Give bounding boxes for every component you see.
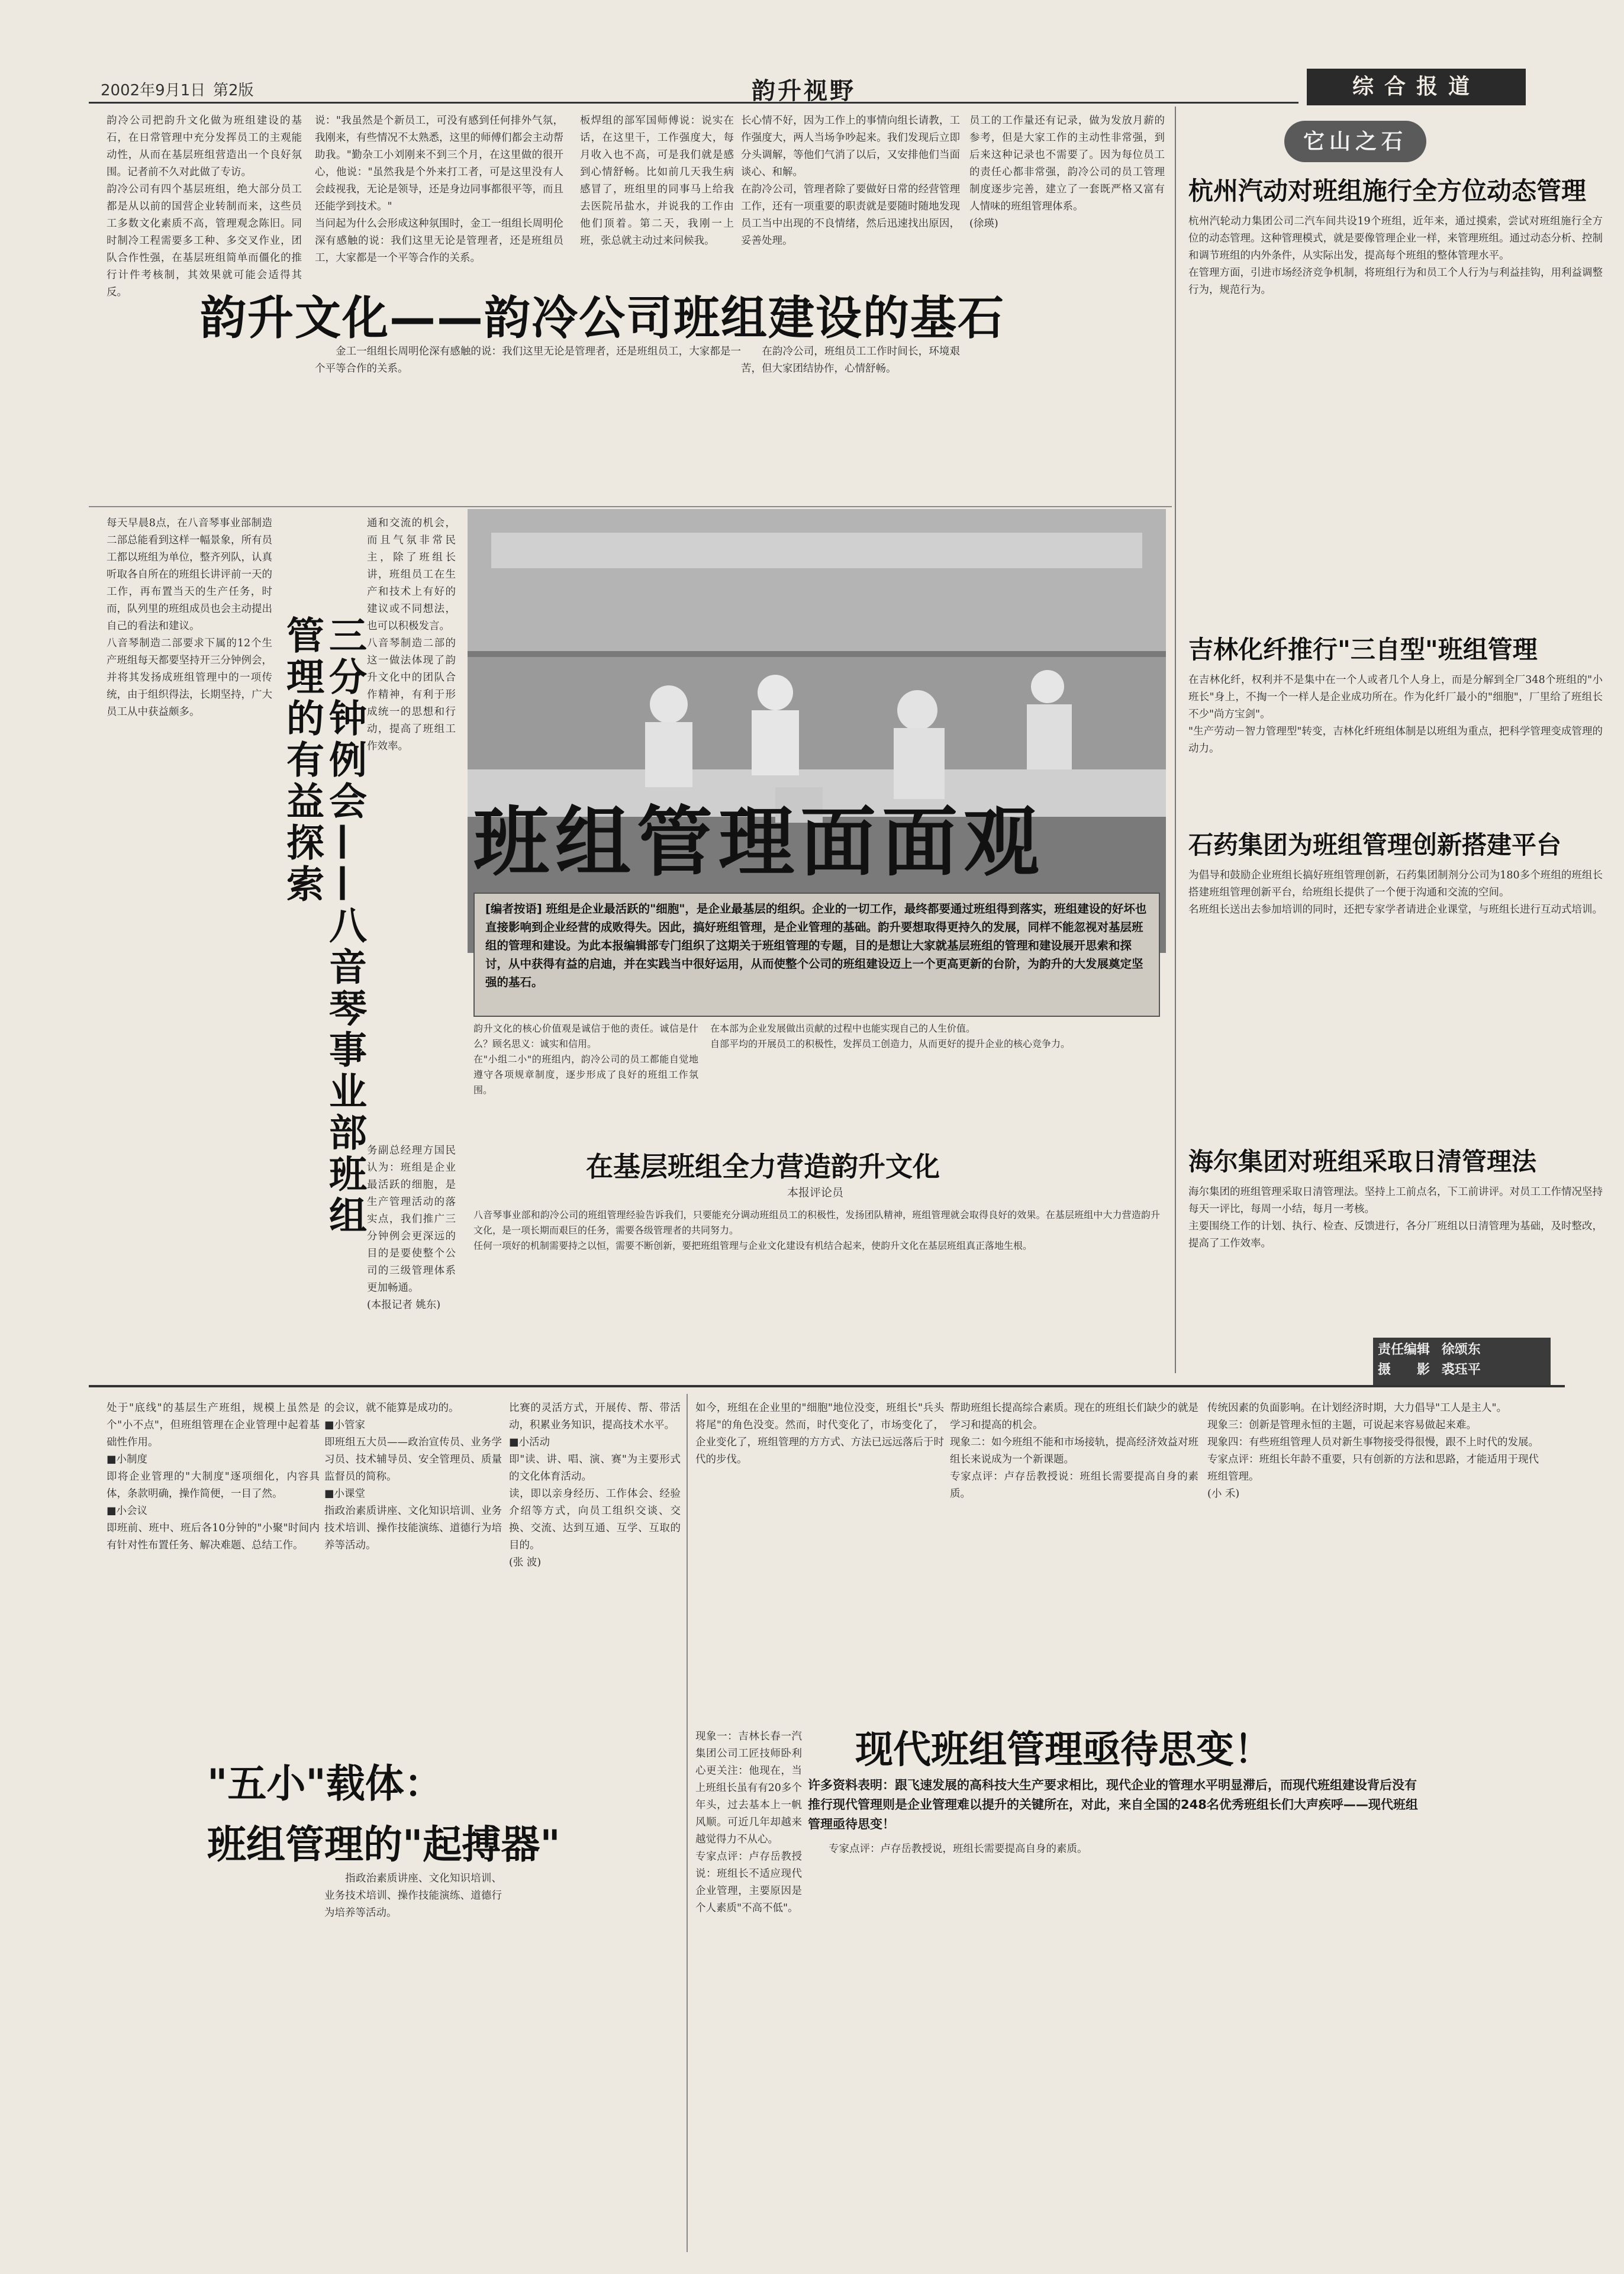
commentary-byline: 本报评论员: [787, 1186, 844, 1199]
section-banner: [1307, 69, 1526, 105]
editor-label: 责任编辑: [1378, 1342, 1430, 1357]
issue-date: 2002年9月1日: [101, 82, 206, 99]
center-right-text: 在本部为企业发展做出贡献的过程中也能实现自己的人生价值。 自部平均的开展员工的积极性，发挥员工创造力，从而更好的提升企业的核心竞争力。: [710, 1023, 1071, 1049]
top-col-3: 板焊组的部军国师傅说：说实在话，在这里干，工作强度大，每月收入也不高，可是我们就是感到心情舒畅。比如前几天我生病感冒了，班组里的同事马上给我去医院吊盐水，并说我的工作由他们顶着。第二天，我刚一上班，张总就主动过来问候我。: [580, 115, 734, 247]
sidebar-item-title: 吉林化纤推行"三自型"班组管理: [1188, 635, 1538, 664]
top-col-4-lower: 在韵冷公司，班组员工工作时间长，环境艰苦，但大家团结协作，心情舒畅。: [741, 346, 960, 375]
three-min-col-3: 务副总经理方国民认为：班组是企业最活跃的细胞，是生产管理活动的落实点，我们推广三分钟例会更深远的目的是要使整个公司的三级管理体系更加畅通。 (本报记者 姚东): [367, 1145, 456, 1311]
center-feature-headline: 班组管理面面观: [473, 798, 1046, 887]
five-small-headline: [207, 1752, 621, 1869]
top-col-2-lower: 金工一组组长周明伦深有感触的说：我们这里无论是管理者，还是班组员工，大家都是一个平等合作的关系。: [315, 346, 741, 375]
modern-col-b-top: 帮助班组长提高综合素质。现在的班组长们缺少的就是学习和提高的机会。 现象二：如今班组不能和市场接轨，提高经济效益对班组长来说成为一个新课题。 专家点评：卢存岳教授说：班组长需要提高自身的素质。: [950, 1402, 1198, 1500]
five-small-col-1: 处于"底线"的基层生产班组，规模上虽然是个"小不点"，但班组管理在企业管理中起着基础性作用。 ■小制度 即将企业管理的"大制度"逐项细化，内容具体，条款明确，操作简便，一目了然。 ■小会议 即班前、班中、班后各10分钟的"小聚"时间内有针对性布置任务、解决难题、总结工作。: [107, 1402, 320, 1551]
modern-lead: 如今，班组在企业里的"细胞"地位没变，班组长"兵头将尾"的角色没变。然而，时代变化了，市场变化了，企业变化了，班组管理的方方式、方法已远远落后于时代的步伐。: [695, 1402, 944, 1465]
five-small-title-2: 班组管理的"起搏器": [207, 1822, 560, 1867]
top-col-2: 说："我虽然是个新员工，可没有感到任何排外气氛，我刚来，有些情况不太熟悉，这里的师傅们都会主动帮助我。"勤杂工小刘刚来不到三个月，在这里做的很开心，他说："虽然我是个外来打工者，可是这里没有人会歧视我，无论是领导，还是身边同事都很平等，而且还能学到技术。" 当问起为什么会形成这种氛围时，金工一组组长周明伦深有感触的说：我们这里无论是管理者，还是班组员工，大家都是一个平等合作的关系。: [315, 115, 563, 264]
modern-col-b-lower: 专家点评：卢存岳教授说，班组长需要提高自身的素质。: [808, 1843, 1088, 1855]
photo-label: 摄 影: [1378, 1363, 1430, 1377]
page-number: 第2版: [213, 82, 254, 99]
series-label: 它山之石: [1303, 129, 1407, 154]
sidebar-item-title: 杭州汽动对班组施行全方位动态管理: [1188, 176, 1587, 205]
series-label-badge: [1284, 121, 1426, 162]
three-min-col-1: 每天早晨8点，在八音琴事业部制造二部总能看到这样一幅景象，所有员工都以班组为单位，整齐列队，认真听取各自所在的班组长讲评前一天的工作，再布置当天的生产任务，时而，队列里的班组成员也会主动提出自己的看法和建议。 八音琴制造二部要求下属的12个生产班组每天都要坚持开三分钟例会，并将其发扬成班组管理中的一项传统，由于组织得法，长期坚持，广大员工从中获益颇多。: [107, 517, 272, 718]
section-title: 综合报道: [1352, 75, 1480, 99]
top-col-1: 韵冷公司把韵升文化做为班组建设的基石，在日常管理中充分发挥员工的主观能动性，从而在基层班组营造出一个良好氛围。记者前不久对此做了专访。 韵冷公司有四个基层班组，绝大部分员工都是从以前的国营企业转制而来，这些员工多数文化素质不高，管理观念陈旧。同时制冷工程需要多工种、多交叉作业，团队合作性强，在基层班组简单而僵化的推行计件考核制，其效果就可能会适得其反。: [107, 115, 302, 298]
center-left-text: 韵升文化的核心价值观是诚信于他的责任。诚信是什么？顾名思义：诚实和信用。 在"小组二小"的班组内，韵冷公司的员工都能自觉地遵守各项规章制度，逐步形成了良好的班组工作氛围。: [473, 1023, 698, 1096]
credits-box: [1373, 1338, 1551, 1385]
editor-name: 徐颂东: [1441, 1342, 1481, 1357]
top-feature-bottom-rule: [89, 506, 1172, 507]
mid-page-rule: [89, 1385, 1565, 1387]
bottom-divider: [687, 1394, 688, 2252]
sidebar-item-text: 为倡导和鼓励企业班组长搞好班组管理创新，石药集团制剂分公司为180多个班组的班组长搭建班组管理创新平台，给班组长提供了一个便于沟通和交流的空间。 名班组长送出去参加培训的同时，还把专家学者请进企业课堂，与班组长进行互动式培训。: [1188, 869, 1603, 916]
five-small-col-2: 的会议，就不能算是成功的。 ■小管家 即班组五大员——政治宣传员、业务学习员、技术辅导员、安全管理员、质量监督员的简称。 ■小课堂 指政治素质讲座、文化知识培训、业务技术培训、操作技能演练、道德行为培养等活动。: [324, 1402, 502, 1551]
commentary-headline: 在基层班组全力营造韵升文化: [586, 1151, 940, 1183]
paper-name: 韵升视野: [752, 78, 856, 105]
sidebar-divider: [1175, 107, 1176, 1373]
modern-col-a: 现象一：吉林长春一汽集团公司工匠技师卧利心更关注：他现在，当上班组长虽有有20多个年头，过去基本上一帆风顺。可近几年却越来越觉得力不从心。 专家点评：卢存岳教授说：班组长不适应现代企业管理，主要原因是个人素质"不高不低"。: [695, 1731, 802, 1914]
five-small-col-2-lower: 指政治素质讲座、文化知识培训、业务技术培训、操作技能演练、道德行为培养等活动。: [324, 1873, 502, 1919]
modern-col-c: 传统因素的负面影响。在计划经济时期，大力倡导"工人是主人"。 现象三：创新是管理永恒的主题，可说起来容易做起来难。 现象四：有些班组管理人员对新生事物接受得很慢，跟不上时代的发展。 专家点评：班组长年龄不重要，只有创新的方法和思路，才能适用于现代班组管理。 (小 禾): [1207, 1402, 1539, 1500]
top-col-4: 长心情不好，因为工作上的事情向组长请教，工作强度大，两人当场争吵起来。我们发现后立即分头调解，等他们气消了以后，又安排他们当面谈心、和解。 在韵冷公司，管理者除了要做好日常的经营管理工作，还有一项重要的职责就是要随时随地发现员工当中出现的不良情绪，然后迅速找出原因，妥善处理。: [741, 115, 960, 247]
three-min-title: 三分钟例会——八音琴事业部班组管理的有益探索: [280, 616, 366, 1237]
sidebar-item-title: 海尔集团对班组采取日清管理法: [1188, 1147, 1537, 1176]
commentary-text: 八音琴事业部和韵冷公司的班组管理经验告诉我们，只要能充分调动班组员工的积极性，发扬团队精神，班组管理就会取得良好的效果。在基层班组中大力营造韵升文化，是一项长期而艰巨的任务，需要各级管理者的共同努力。 任何一项好的机制需要持之以恒，需要不断创新，要把班组管理与企业文化建设有机结合起来，使韵升文化在基层班组真正落地生根。: [473, 1209, 1160, 1251]
sidebar-item-text: 海尔集团的班组管理采取日清管理法。坚持上工前点名，下工前讲评。对员工工作情况坚持每天一评比，每周一小结，每月一考核。 主要围绕工作的计划、执行、检查、反馈进行，各分厂班组以日清管理为基础，及时整改，提高了工作效率。: [1188, 1186, 1603, 1249]
five-small-title-1: "五小"载体：: [207, 1761, 443, 1806]
three-min-col-2: 通和交流的机会，而且气氛非常民主，除了班组长讲，班组员工在生产和技术上有好的建议或不同想法，也可以积极发言。 八音琴制造二部的这一做法体现了韵升文化中的团队合作精神，有利于形成统一的思想和行动，提高了班组工作效率。: [367, 517, 456, 752]
sidebar-item-text: 在吉林化纤，权利并不是集中在一个人或者几个人身上，而是分解到全厂348个班组的"小班长"身上，不掏一个一样人是企业成功所在。作为化纤厂最小的"细胞"，厂里给了班组长不少"尚方宝剑"。 "生产劳动－智力管理型"转变，吉林化纤班组体制是以班组为重点，把科学管理变成管理的动力。: [1188, 674, 1603, 755]
editor-note-box: [473, 893, 1160, 1017]
modern-headline: 现代班组管理亟待思变！: [855, 1728, 1272, 1772]
sidebar-item-title: 石药集团为班组管理创新搭建平台: [1188, 830, 1562, 859]
modern-subtitle: 许多资料表明：跟飞速发展的高科技大生产要求相比，现代企业的管理水平明显滞后，而现代班组建设背后没有推行现代管理则是企业管理难以提升的关键所在，对此，来自全国的248名优秀班组长们大声疾呼——现代班组管理亟待思变！: [808, 1778, 1418, 1831]
masthead-rule: [89, 102, 1298, 104]
sidebar-item-text: 杭州汽轮动力集团公司二汽车间共设19个班组，近年来，通过摸索，尝试对班组施行全方位的动态管理。这种管理模式，就是要像管理企业一样，来管理班组。通过动态分析、控制和调节班组的内外条件，从实际出发，提高每个班组的整体管理水平。 在管理方面，引进市场经济竞争机制，将班组行为和员工个人行为与利益挂钩，用利益调整行为，规范行为。: [1188, 215, 1603, 296]
five-small-col-3: 比赛的灵活方式，开展传、帮、带活动，积累业务知识，提高技术水平。 ■小活动 即"读、讲、唱、演、赛"为主要形式的文化体育活动。 读，即以亲身经历、工作体会、经验介绍等方式，向员工组织交谈、交换、交流、达到互通、互学、互取的目的。 (张 波): [509, 1402, 681, 1568]
photo-name: 裘珏平: [1441, 1363, 1481, 1377]
editor-note: [编者按语] 班组是企业最活跃的"细胞"，是企业最基层的组织。企业的一切工作，最终都要通过班组得到落实，班组建设的好坏也直接影响到企业经营的成败得失。因此，搞好班组管理，是企业管理的基础。韵升要想取得更持久的发展，同样不能忽视对基层班组的管理和建设。为此本报编辑部专门组织了这期关于班组管理的专题，目的是想让大家就基层班组的管理和建设展开思索和探讨，从中获得有益的启迪，并在实践当中很好运用，从而使整个公司的班组建设迈上一个更高更新的台阶，为韵升的大发展奠定坚强的基石。: [485, 902, 1147, 989]
top-feature-headline: 韵升文化——韵冷公司班组建设的基石: [200, 292, 1006, 345]
top-col-5: 员工的工作量还有记录，做为发放月薪的参考，但是大家工作的主动性非常强，到后来这种记录也不需要了。因为每位员工的责任心都非常强，韵冷公司的员工管理制度逐步完善，建立了一套既严格又富有人情味的班组管理体系。 (徐瑛): [969, 115, 1165, 230]
